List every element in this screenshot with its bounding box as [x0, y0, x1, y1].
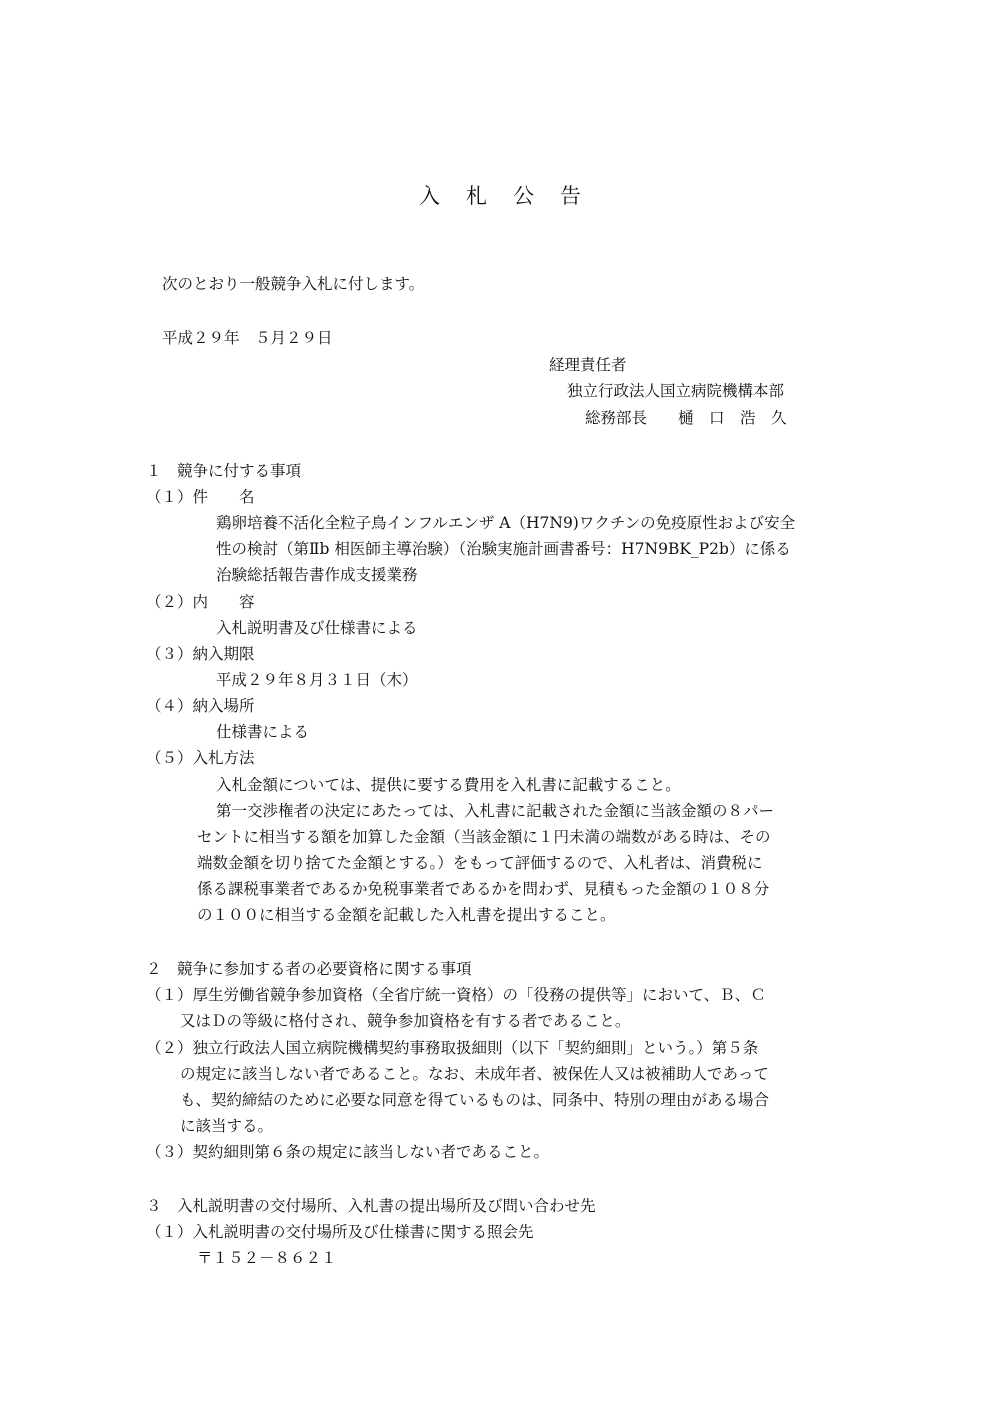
section1-item1-line: 性の検討（第Ⅱb 相医師主導治験）（治験実施計画書番号：H7N9BK_P2b）に係る	[216, 540, 791, 558]
section1-item1-line: 治験総括報告書作成支援業務	[216, 566, 418, 584]
section1-item1-label: （１）件 名	[146, 488, 255, 506]
section2-item2-line: （２）独立行政法人国立病院機構契約事務取扱細則（以下「契約細則」という。）第５条	[146, 1039, 759, 1057]
title-char: 公	[513, 184, 534, 208]
title-char: 入	[419, 184, 440, 208]
section1-item5-para2-line: セントに相当する額を加算した金額（当該金額に１円未満の端数がある時は、その	[197, 828, 771, 846]
section3-postal-code: 〒１５２－８６２１	[197, 1249, 337, 1267]
section1-item5-para2-line: 第一交渉権者の決定にあたっては、入札書に記載された金額に当該金額の８パー	[216, 802, 775, 820]
section1-item5-para2-line: 係る課税事業者であるか免税事業者であるかを問わず、見積もった金額の１０８分	[197, 880, 770, 898]
section1-item5-para2-line: 端数金額を切り捨てた金額とする。）をもって評価するので、入札者は、消費税に	[197, 854, 763, 872]
section1-item2-text: 入札説明書及び仕様書による	[216, 619, 418, 637]
section1-item5-label: （５）入札方法	[146, 749, 255, 767]
issuer-name: 総務部長 樋 口 浩 久	[585, 409, 787, 427]
issuer-org: 独立行政法人国立病院機構本部	[567, 382, 785, 400]
notice-date: 平成２９年 ５月２９日	[162, 329, 333, 347]
section2-item1-line: （１）厚生労働省競争参加資格（全省庁統一資格）の「役務の提供等」において、Ｂ、Ｃ	[146, 986, 766, 1004]
title-char: 札	[466, 184, 487, 208]
intro-text: 次のとおり一般競争入札に付します。	[162, 275, 425, 293]
title-char: 告	[560, 184, 581, 208]
section1-item5-para1: 入札金額については、提供に要する費用を入札書に記載すること。	[216, 776, 681, 794]
section1-item2-label: （２）内 容	[146, 593, 255, 611]
section1-item4-label: （４）納入場所	[146, 697, 255, 715]
section2-heading: ２ 競争に参加する者の必要資格に関する事項	[146, 960, 472, 978]
section1-item1-line: 鶏卵培養不活化全粒子鳥インフルエンザ A（H7N9)ワクチンの免疫原性および安全	[216, 514, 796, 532]
section2-item2-line: の規定に該当しない者であること。なお、未成年者、被保佐人又は被補助人であって	[180, 1065, 769, 1083]
section1-item4-text: 仕様書による	[216, 723, 310, 741]
section2-item1-line: 又はＤの等級に格付され、競争参加資格を有する者であること。	[180, 1012, 631, 1030]
section2-item2-line: も、契約締結のために必要な同意を得ているものは、同条中、特別の理由がある場合	[180, 1091, 770, 1109]
issuer-role: 経理責任者	[549, 356, 627, 374]
section1-heading: １ 競争に付する事項	[146, 462, 302, 480]
section3-item1-label: （１）入札説明書の交付場所及び仕様書に関する照会先	[146, 1223, 534, 1241]
section1-item3-text: 平成２９年８月３１日（木）	[216, 671, 418, 689]
section1-item3-label: （３）納入期限	[146, 645, 255, 663]
section2-item3: （３）契約細則第６条の規定に該当しない者であること。	[146, 1143, 550, 1161]
section3-heading: ３ 入札説明書の交付場所、入札書の提出場所及び問い合わせ先	[146, 1197, 596, 1215]
notice-title	[0, 180, 1000, 210]
section1-item5-para2-line: の１００に相当する金額を記載した入札書を提出すること。	[197, 906, 616, 924]
section2-item2-line: に該当する。	[180, 1117, 274, 1135]
